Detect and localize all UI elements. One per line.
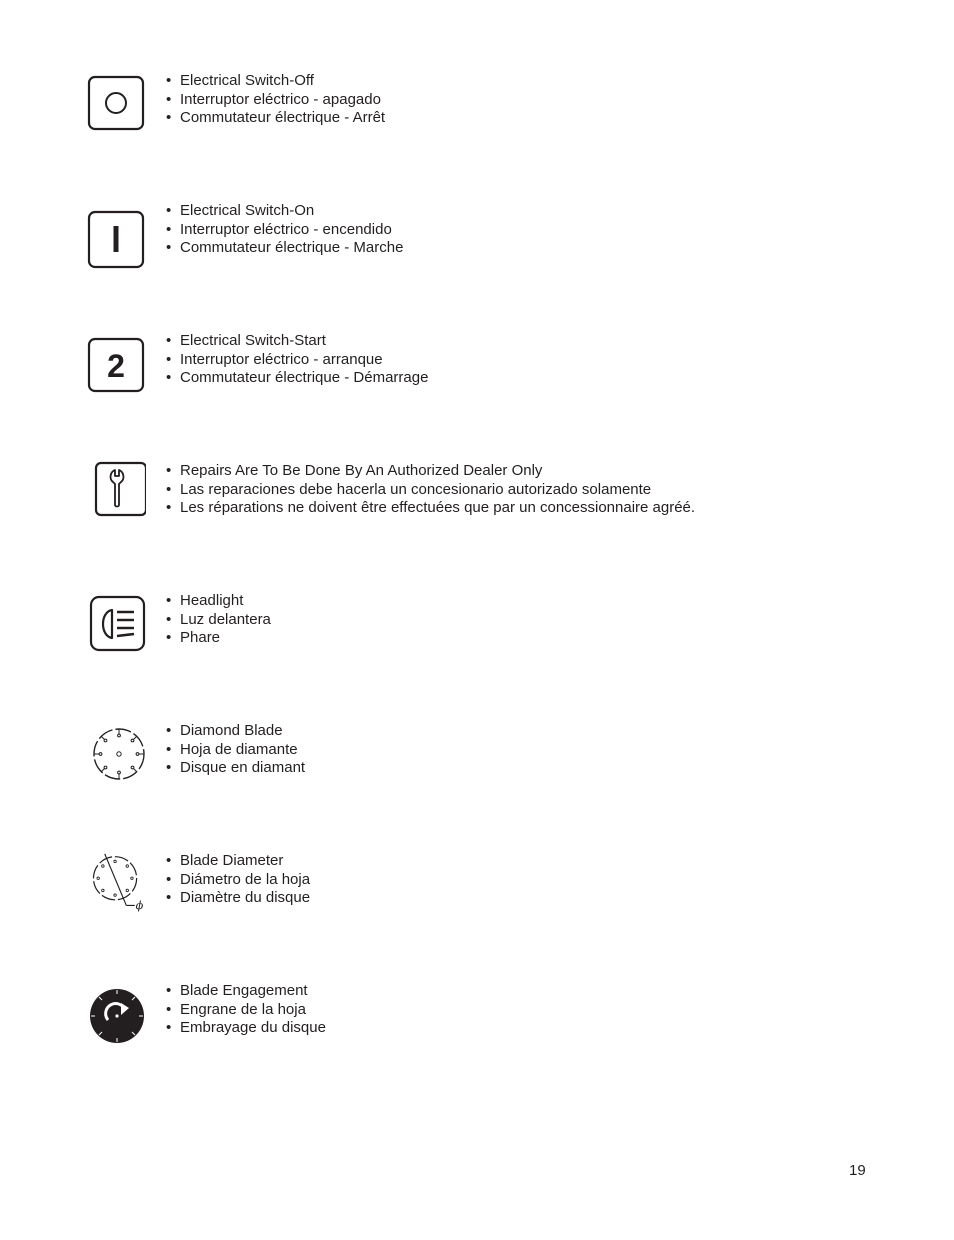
symbol-description-list	[166, 202, 403, 258]
symbol-entry-headlight	[0, 592, 954, 702]
blade-diameter-symbol-icon	[86, 852, 146, 912]
start-symbol-icon	[86, 336, 146, 396]
symbol-entry-blade-engagement	[0, 982, 954, 1092]
power-off-symbol-icon	[86, 74, 146, 134]
description-french: • Diamètre du disque	[166, 889, 311, 906]
symbol-description-list	[166, 332, 428, 388]
symbol-description-list	[166, 852, 310, 908]
description-spanish: • Interruptor eléctrico - arranque	[166, 350, 383, 368]
diamond-blade-symbol-icon	[86, 724, 146, 784]
description-english: • Blade Engagement	[166, 982, 308, 999]
symbol-description-list	[166, 982, 326, 1038]
power-on-symbol-icon	[86, 210, 146, 270]
description-spanish: • Diámetro de la hoja	[166, 870, 311, 888]
description-french: • Commutateur électrique - Arrêt	[166, 109, 386, 126]
page-number: 19	[849, 1162, 866, 1179]
symbol-description-list	[166, 72, 385, 128]
description-spanish: • Interruptor eléctrico - encendido	[166, 220, 392, 238]
headlight-symbol-icon	[86, 594, 146, 654]
description-english: • Blade Diameter	[166, 852, 284, 869]
symbol-description-list	[166, 592, 271, 648]
description-french: • Les réparations ne doivent être effectuées que par un concessionnaire agréé.	[166, 499, 696, 516]
description-french: • Embrayage du disque	[166, 1019, 326, 1036]
description-french: • Disque en diamant	[166, 759, 306, 776]
symbol-entry-diamond-blade	[0, 722, 954, 832]
description-english: • Electrical Switch-Off	[166, 72, 314, 89]
description-spanish: • Interruptor eléctrico - apagado	[166, 90, 381, 108]
blade-engagement-symbol-icon	[86, 986, 146, 1046]
description-english: • Diamond Blade	[166, 722, 283, 739]
symbol-entry-switch-start	[0, 332, 954, 442]
description-french: • Commutateur électrique - Démarrage	[166, 369, 429, 386]
symbol-entry-repairs	[0, 462, 954, 572]
description-spanish: • Luz delantera	[166, 610, 271, 628]
description-spanish: • Engrane de la hoja	[166, 1000, 306, 1018]
description-spanish: • Las reparaciones debe hacerla un concesionario autorizado solamente	[166, 480, 652, 498]
description-english: • Headlight	[166, 592, 244, 609]
description-spanish: • Hoja de diamante	[166, 740, 298, 758]
description-french: • Phare	[166, 629, 221, 646]
wrench-symbol-icon	[86, 460, 146, 520]
symbol-entry-switch-on	[0, 202, 954, 312]
symbol-entry-switch-off	[0, 72, 954, 182]
description-english: • Repairs Are To Be Done By An Authorized Dealer Only	[166, 462, 543, 479]
description-french: • Commutateur électrique - Marche	[166, 239, 404, 256]
description-english: • Electrical Switch-Start	[166, 332, 326, 349]
diameter-symbol-glyph: ϕ	[135, 899, 144, 912]
start-glyph: 2	[107, 348, 125, 384]
description-english: • Electrical Switch-On	[166, 202, 315, 219]
symbol-description-list	[166, 722, 305, 778]
symbol-description-list	[166, 462, 695, 518]
symbol-entry-blade-diameter	[0, 852, 954, 962]
